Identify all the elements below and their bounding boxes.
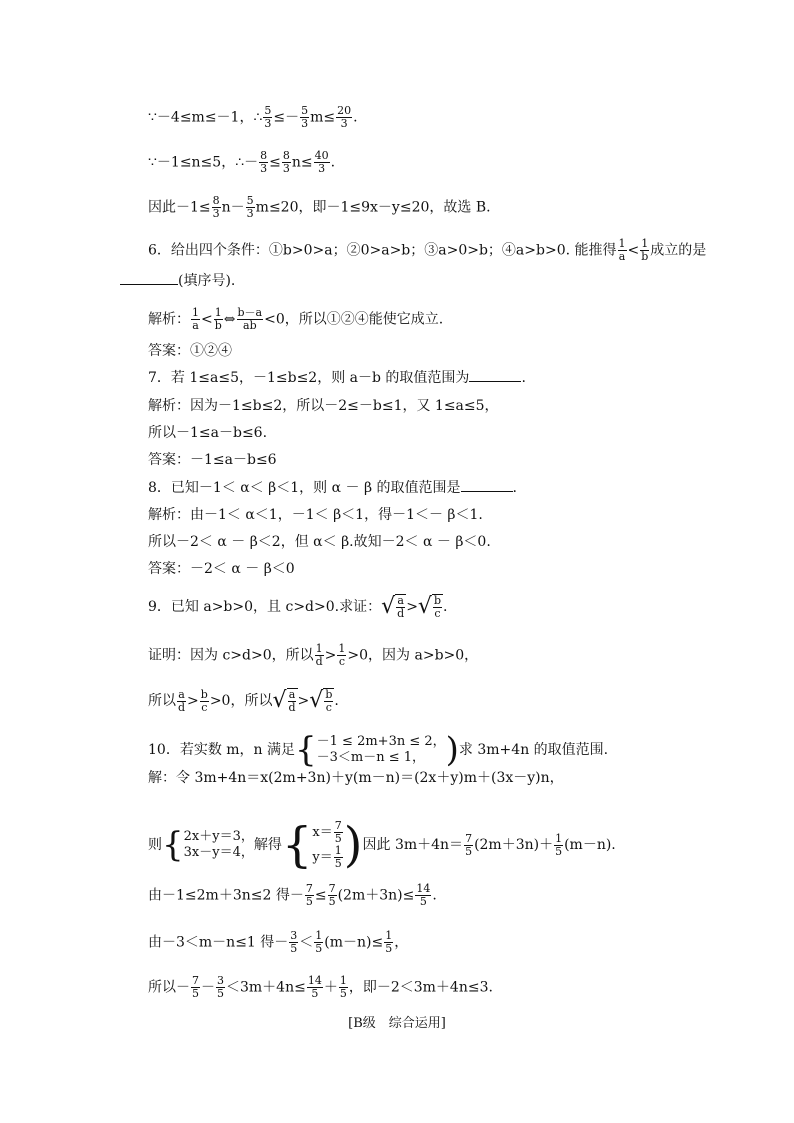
question-7-answer: 答案：－1≤a－b≤6 — [148, 452, 277, 468]
fraction: $\frac{b-a}{ab}$ — [237, 306, 263, 332]
fraction: $\frac{1}{b}$ — [214, 306, 222, 332]
fraction: $\frac{7}{5}$ — [305, 882, 313, 908]
question-8: 8．已知－1＜ α＜ β＜1，则 α － β 的取值范围是 . — [148, 480, 517, 496]
question-10-solution-2: 则 { 2x＋y＝3， 3x－y＝4， 解得 { x＝ $\frac{7}{5}$ y＝ $\frac{1}{5}$ ) 因此 3m＋4n＝ $\frac{7}{5}$ (2m＋3n)＋ $\frac{1}{5}$ (m－n). — [148, 817, 616, 873]
question-6-blank-line: (填序号). — [120, 271, 235, 291]
question-10-solution-5: 所以－ $\frac{7}{5}$ － $\frac{3}{5}$ ＜3m＋4n≤ $\frac{14}{5}$ ＋ $\frac{1}{5}$ ，即－2＜3m＋4n≤3. — [148, 974, 493, 1000]
question-10-solution-3: 由－1≤2m＋3n≤2 得－ $\frac{7}{5}$ ≤ $\frac{7}{5}$ (2m＋3n)≤ $\frac{14}{5}$ . — [148, 882, 437, 908]
question-10-solution-1: 解：令 3m+4n＝x(2m+3n)＋y(m－n)＝(2x＋y)m＋(3x－y)n， — [148, 770, 564, 786]
question-9-proof-2: 所以 $\frac{a}{d}$ > $\frac{b}{c}$ >0，所以 √ $\frac{a}{d}$ > √ $\frac{b}{c}$ . — [148, 687, 339, 714]
fraction: $\frac{3}{5}$ — [217, 974, 224, 1000]
fraction: $\frac{5}{3}$ — [246, 194, 254, 220]
fraction: $\frac{1}{5}$ — [385, 929, 393, 955]
fraction: $\frac{7}{5}$ — [328, 882, 336, 908]
fraction: $\frac{8}{3}$ — [282, 149, 290, 175]
question-7: 7．若 1≤a≤5，－1≤b≤2，则 a－b 的取值范围为 . — [148, 370, 526, 386]
inequality-system: { －1 ≤ 2m+3n ≤ 2， －3＜m－n ≤ 1， ) — [295, 730, 459, 770]
question-7-solution-2: 所以－1≤a－b≤6. — [148, 425, 268, 441]
fraction: $\frac{1}{b}$ — [641, 237, 649, 263]
fraction: $\frac{1}{a}$ — [618, 237, 626, 263]
fraction: $\frac{40}{3}$ — [314, 149, 329, 175]
answer-blank[interactable] — [120, 284, 178, 285]
fraction: $\frac{1}{5}$ — [555, 831, 563, 858]
answer-blank[interactable] — [469, 381, 521, 382]
solution-line-1: ∵－4≤m≤－1，∴ $\frac{5}{3}$ ≤－ $\frac{5}{3}$ m≤ $\frac{20}{3}$ . — [148, 104, 358, 130]
question-6-answer: 答案：①②④ — [148, 343, 232, 359]
square-root: √ $\frac{a}{d}$ — [381, 594, 405, 620]
fraction: $\frac{1}{5}$ — [315, 929, 323, 955]
fraction: $\frac{14}{5}$ — [307, 974, 322, 1000]
square-root: √ $\frac{b}{c}$ — [309, 688, 333, 714]
fraction: $\frac{a}{d}$ — [178, 687, 186, 714]
fraction: $\frac{1}{d}$ — [315, 642, 323, 668]
fraction: $\frac{14}{5}$ — [416, 882, 431, 908]
fraction: $\frac{8}{3}$ — [260, 149, 268, 175]
answer-blank[interactable] — [461, 491, 513, 492]
question-7-solution-1: 解析：因为－1≤b≤2，所以－2≤－b≤1，又 1≤a≤5， — [148, 398, 499, 414]
fraction: $\frac{b}{c}$ — [200, 687, 208, 714]
fraction: $\frac{1}{a}$ — [192, 306, 199, 332]
fraction: $\frac{20}{3}$ — [337, 104, 352, 130]
fraction: $\frac{8}{3}$ — [212, 194, 220, 220]
fraction: $\frac{3}{5}$ — [290, 929, 298, 955]
fraction: $\frac{5}{3}$ — [264, 104, 272, 130]
question-9: 9．已知 a>b>0，且 c>d>0.求证： √ $\frac{a}{d}$ > √ $\frac{b}{c}$ . — [148, 594, 448, 620]
section-heading: [B级 综合运用] — [348, 1016, 446, 1031]
fraction: $\frac{7}{5}$ — [465, 831, 473, 858]
fraction: $\frac{7}{5}$ — [192, 974, 199, 1000]
square-root: √ $\frac{a}{d}$ — [272, 688, 296, 714]
question-10: 10．若实数 m，n 满足 { －1 ≤ 2m+3n ≤ 2， －3＜m－n ≤ 1， ) 求 3m+4n 的取值范围. — [148, 730, 609, 770]
question-9-proof-1: 证明：因为 c>d>0，所以 $\frac{1}{d}$ > $\frac{1}{c}$ >0，因为 a>b>0， — [148, 642, 479, 668]
solution-system: { x＝ $\frac{7}{5}$ y＝ $\frac{1}{5}$ ) — [281, 817, 363, 873]
question-6: 6．给出四个条件：①b>0>a；②0>a>b；③a>0>b；④a>b>0. 能推得 $\frac{1}{a}$ < $\frac{1}{b}$ 成立的是 — [148, 237, 707, 263]
question-8-solution-1: 解析：由－1＜ α＜1，－1＜ β＜1，得－1＜－ β＜1. — [148, 507, 483, 523]
fraction: $\frac{1}{c}$ — [338, 642, 346, 668]
solution-line-3: 因此－1≤ $\frac{8}{3}$ n－ $\frac{5}{3}$ m≤20，即－1≤9x－y≤20，故选 B. — [148, 194, 491, 220]
fraction: $\frac{5}{3}$ — [301, 104, 309, 130]
question-10-solution-4: 由－3＜m－n≤1 得－ $\frac{3}{5}$ ＜ $\frac{1}{5}$ (m－n)≤ $\frac{1}{5}$ ， — [148, 929, 409, 955]
question-8-solution-2: 所以－2＜ α － β＜2，但 α＜ β.故知－2＜ α － β＜0. — [148, 534, 491, 550]
square-root: √ $\frac{b}{c}$ — [417, 594, 441, 620]
equation-system: { 2x＋y＝3， 3x－y＝4， — [162, 825, 254, 865]
fraction: $\frac{1}{5}$ — [339, 974, 347, 1000]
solution-line-2: ∵－1≤n≤5，∴－ $\frac{8}{3}$ ≤ $\frac{8}{3}$ n≤ $\frac{40}{3}$ . — [148, 149, 336, 175]
question-8-answer: 答案：－2＜ α － β＜0 — [148, 561, 295, 577]
question-6-solution: 解析： $\frac{1}{a}$ < $\frac{1}{b}$ ⇔ $\frac{b-a}{ab}$ <0，所以①②④能使它成立. — [148, 306, 444, 332]
